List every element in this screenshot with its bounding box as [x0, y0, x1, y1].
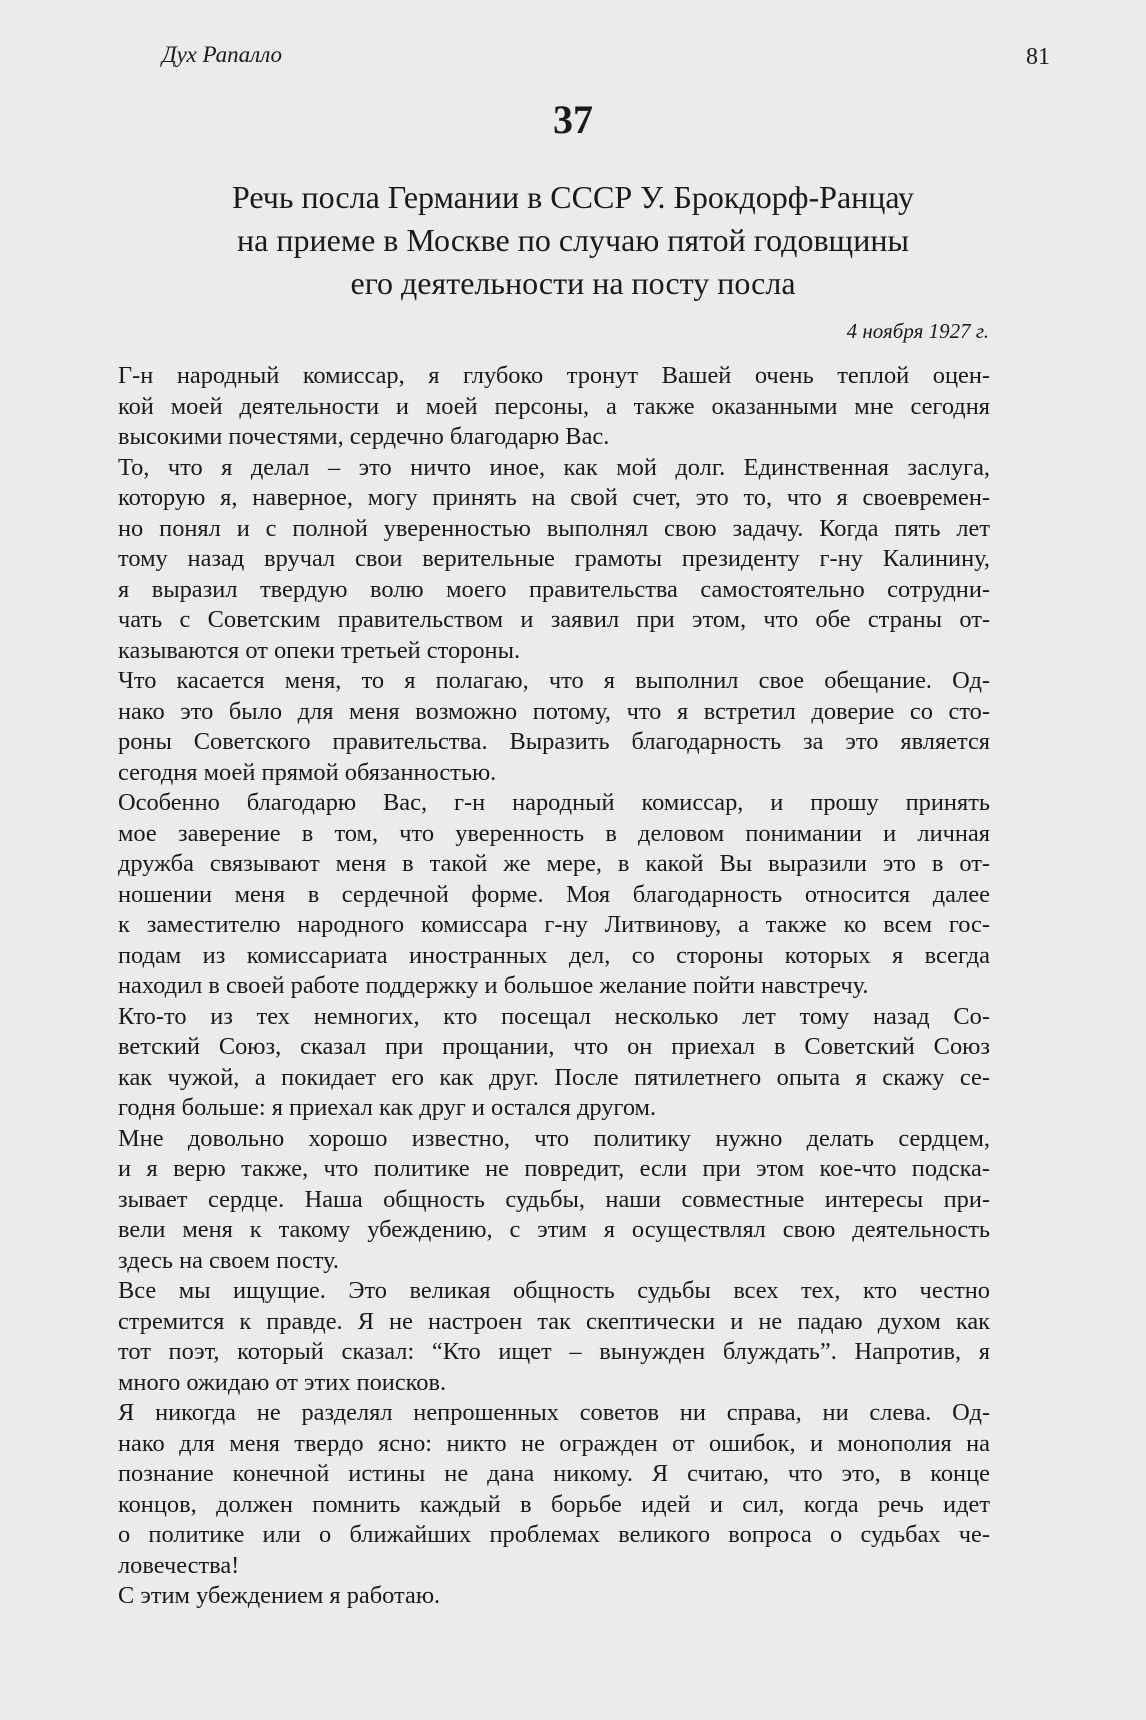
text-line: Все мы ищущие. Это великая общность судьбы всех тех, кто честно: [118, 1277, 990, 1304]
text-line: тому назад вручал свои верительные грамоты президенту г-ну Калинину,: [118, 545, 990, 572]
text-line: нако для меня твердо ясно: никто не огражден от ошибок, и монополия на: [118, 1429, 990, 1457]
paragraph: [118, 1276, 990, 1398]
paragraph: [118, 1581, 990, 1612]
text-line: к заместителю народного комиссара г-ну Литвинову, а также ко всем гос-: [118, 911, 990, 938]
title-line: Речь посла Германии в СССР У. Брокдорф-Ранцау: [232, 179, 914, 215]
text-line: Кто-то из тех немногих, кто посещал несколько лет тому назад Со-: [118, 1002, 990, 1030]
text-line: и я верю также, что политике не повредит, если при этом кое-что подска-: [118, 1155, 990, 1182]
paragraph: [118, 666, 990, 788]
running-head: Дух Рапалло: [162, 42, 283, 67]
speech-body: [118, 361, 990, 1612]
text-line: чать с Советским правительством и заявил при этом, что обе страны от-: [118, 606, 990, 633]
text-line: Я никогда не разделял непрошенных советов ни справа, ни слева. Од-: [118, 1399, 990, 1426]
text-line: ловечества!: [118, 1551, 240, 1579]
text-line: мое заверение в том, что уверенность в деловом понимании и личная: [118, 819, 990, 847]
text-line: Мне довольно хорошо известно, что политику нужно делать сердцем,: [118, 1124, 990, 1152]
text-line: нако это было для меня возможно потому, что я встретил доверие со сто-: [118, 697, 990, 725]
text-line: познание конечной истины не дана никому. Я считаю, что это, в конце: [118, 1460, 990, 1487]
text-line: роны Советского правительства. Выразить благодарность за это является: [118, 728, 990, 755]
text-line: находил в своей работе поддержку и большое желание пойти навстречу.: [118, 972, 869, 999]
title-line: на приеме в Москве по случаю пятой годовщины: [237, 222, 909, 258]
text-line: ношении меня в сердечной форме. Моя благодарность относится далее: [118, 880, 990, 908]
text-line: казываются от опеки третьей стороны.: [118, 636, 521, 664]
text-line: дружба связывают меня в такой же мере, в какой Вы выразили это в от-: [118, 850, 990, 877]
text-line: я выразил твердую волю моего правительства самостоятельно сотрудни-: [118, 575, 990, 603]
text-line: высокими почестями, сердечно благодарю Вас.: [118, 423, 610, 450]
text-line: С этим убеждением я работаю.: [118, 1582, 441, 1609]
text-line: которую я, наверное, могу принять на свой счет, это то, что я своевремен-: [118, 484, 990, 511]
paragraph: [118, 1398, 990, 1581]
text-line: сегодня моей прямой обязанностью.: [118, 758, 497, 786]
page-number: 81: [1026, 44, 1050, 70]
text-line: вели меня к такому убеждению, с этим я осуществлял свою деятельность: [118, 1216, 990, 1243]
paragraph: [118, 1002, 990, 1124]
text-line: о политике или о ближайших проблемах великого вопроса о судьбах че-: [118, 1521, 990, 1548]
text-line: здесь на своем посту.: [118, 1246, 339, 1274]
title-line: его деятельности на посту посла: [350, 265, 796, 301]
text-line: годня больше: я приехал как друг и остался другом.: [118, 1094, 657, 1121]
text-line: Особенно благодарю Вас, г-н народный комиссар, и прошу принять: [118, 789, 990, 816]
text-line: но понял и с полной уверенностью выполнял свою задачу. Когда пять лет: [118, 514, 990, 542]
text-line: То, что я делал – это ничто иное, как мой долг. Единственная заслуга,: [118, 453, 990, 481]
paragraph: [118, 1124, 990, 1277]
text-line: тот поэт, который сказал: “Кто ищет – вынужден блуждать”. Напротив, я: [118, 1338, 990, 1365]
paragraph: [118, 453, 990, 667]
text-line: много ожидаю от этих поисков.: [118, 1368, 447, 1396]
text-line: зывает сердце. Наша общность судьбы, наши совместные интересы при-: [118, 1185, 990, 1213]
text-line: стремится к правде. Я не настроен так скептически и не падаю духом как: [118, 1307, 990, 1335]
paragraph: [118, 788, 990, 1002]
text-line: как чужой, а покидает его как друг. После пятилетнего опыта я скажу се-: [118, 1063, 990, 1091]
text-line: Г-н народный комиссар, я глубоко тронут Вашей очень теплой оцен-: [118, 362, 990, 389]
text-line: концов, должен помнить каждый в борьбе идей и сил, когда речь идет: [118, 1490, 990, 1518]
document-title: [100, 176, 1046, 305]
text-line: кой моей деятельности и моей персоны, а также оказанными мне сегодня: [118, 392, 990, 420]
text-line: Что касается меня, то я полагаю, что я выполнил свое обещание. Од-: [118, 667, 990, 694]
document-number: 37: [553, 97, 593, 142]
paragraph: [118, 361, 990, 453]
text-line: ветский Союз, сказал при прощании, что он приехал в Советский Союз: [118, 1033, 990, 1060]
text-line: подам из комиссариата иностранных дел, со стороны которых я всегда: [118, 941, 990, 969]
document-date: 4 ноября 1927 г.: [846, 319, 989, 343]
